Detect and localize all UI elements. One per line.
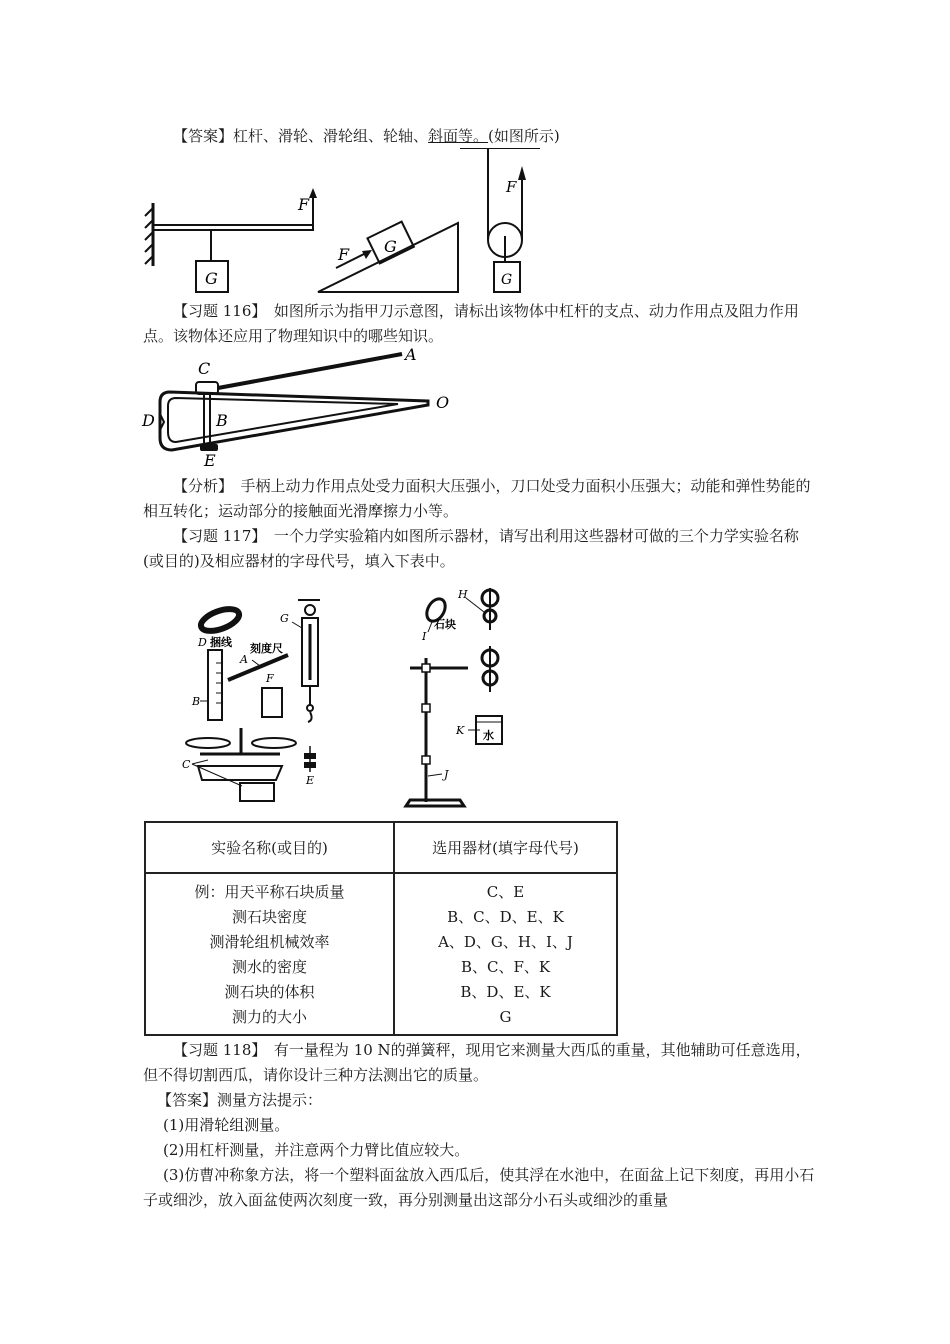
equip-label-k: K xyxy=(456,724,465,737)
figure-nail-clipper xyxy=(140,346,460,471)
table-row xyxy=(145,873,617,1035)
equip-label-i: I xyxy=(422,630,427,643)
equip-label-j: J xyxy=(444,768,449,781)
answer-118-item-3 xyxy=(143,1163,815,1213)
equipment-codes: B、D、E、K xyxy=(460,983,551,1001)
answer-text: 杠杆、滑轮、滑轮组、轮轴、 xyxy=(233,127,429,145)
clipper-label-o: O xyxy=(436,393,450,412)
experiment-names-cell xyxy=(145,873,394,1035)
header-equipment: 选用器材(填字母代号) xyxy=(394,822,617,873)
equip-label-h: H xyxy=(458,588,468,601)
problem-118 xyxy=(143,1038,815,1088)
pulley-force-label: F xyxy=(506,178,517,196)
incline-force-label: F xyxy=(338,245,350,264)
equip-label-a: A xyxy=(240,653,248,666)
answer-118-item: (2)用杠杆测量，并注意两个力臂比值应较大。 xyxy=(163,1141,470,1159)
experiment-name: 测石块的体积 xyxy=(224,983,315,1001)
analysis-text: 手柄上动力作用点处受力面积大压强小，刀口处受力面积小压强大；动能和弹性势能的相互转化；运动部分的接触面光滑摩擦力小等。 xyxy=(143,477,811,520)
incline-diagram xyxy=(318,222,458,292)
experiment-name: 测水的密度 xyxy=(231,958,307,976)
clipper-label-b: B xyxy=(216,411,228,430)
header-experiment-name: 实验名称(或目的) xyxy=(145,822,394,873)
pulley-diagram xyxy=(460,148,540,292)
experiment-name: 例：用天平称石块质量 xyxy=(194,883,345,901)
problem-116 xyxy=(143,299,815,349)
problem-116-label: 【习题 116】 xyxy=(173,302,259,320)
experiment-name: 测滑轮组机械效率 xyxy=(209,933,330,951)
answer-118-intro-line xyxy=(157,1088,815,1113)
equipment-codes-cell xyxy=(394,873,617,1035)
problem-118-text: 有一量程为 10 N的弹簧秤，现用它来测量大西瓜的重量，其他辅助可任意选用，但不得切割西瓜，请你设计三种方法测出它的质量。 xyxy=(143,1041,811,1084)
equipment-codes: A、D、G、H、I、J xyxy=(438,933,573,951)
equip-label-e: E xyxy=(306,774,315,787)
problem-116-text: 如图所示为指甲刀示意图，请标出该物体中杠杆的支点、动力作用点及阻力作用点。该物体还应用了物理知识中的哪些知识。 xyxy=(143,302,799,345)
problem-117-text: 一个力学实验箱内如图所示器材，请写出利用这些器材可做的三个力学实验名称(或目的)及相应器材的字母代号，填入下表中。 xyxy=(143,527,799,570)
equip-name-i: 石块 xyxy=(434,618,456,631)
incline-weight-label: G xyxy=(384,237,397,256)
clipper-label-c: C xyxy=(198,359,211,378)
answer-118-item: (3)仿曹冲称象方法，将一个塑料面盆放入西瓜后，使其浮在水池中，在面盆上记下刻度，再用小石子或细沙，放入面盆使两次刻度一致，再分别测量出这部分小石头或细沙的重量 xyxy=(143,1166,815,1209)
clipper-label-e: E xyxy=(204,451,216,470)
lever-diagram xyxy=(145,188,317,292)
answer-simple-machines xyxy=(143,124,815,149)
analysis-label: 【分析】 xyxy=(173,477,226,495)
experiment-table xyxy=(144,821,618,1036)
equip-label-f: F xyxy=(266,672,274,685)
problem-117 xyxy=(143,524,815,574)
figure-lab-equipment xyxy=(170,588,540,813)
answer-label: 【答案】 xyxy=(173,127,234,145)
answer-text-underlined: 斜面等。 xyxy=(428,127,489,145)
answer-118-label: 【答案】 xyxy=(157,1091,218,1109)
problem-117-label: 【习题 117】 xyxy=(173,527,259,545)
pulley-weight-label: G xyxy=(501,272,513,288)
answer-118 xyxy=(143,1088,815,1163)
equipment-codes: B、C、D、E、K xyxy=(447,908,564,926)
equip-name-k: 水 xyxy=(483,729,494,742)
answer-text-after: (如图所示) xyxy=(488,127,560,145)
equipment-codes: G xyxy=(499,1008,512,1026)
lever-force-label: F xyxy=(298,195,310,214)
experiment-name: 测石块密度 xyxy=(231,908,307,926)
lever-weight-label: G xyxy=(205,269,218,288)
equip-label-g: G xyxy=(280,612,289,625)
clipper-label-d: D xyxy=(142,411,155,430)
experiment-name: 测力的大小 xyxy=(231,1008,307,1026)
equip-name-d: 捆线 xyxy=(210,636,232,649)
clipper-label-a: A xyxy=(405,346,417,364)
figure-simple-machines xyxy=(140,148,560,300)
equip-label-b: B xyxy=(192,695,201,708)
table-header-row xyxy=(145,822,617,873)
problem-118-label: 【习题 118】 xyxy=(173,1041,259,1059)
equipment-codes: B、C、F、K xyxy=(460,958,551,976)
equipment-codes: C、E xyxy=(486,883,525,901)
equip-label-d: D xyxy=(198,636,207,649)
answer-118-intro: 测量方法提示： xyxy=(217,1091,323,1109)
equip-name-a: 刻度尺 xyxy=(250,642,283,655)
answer-118-item: (1)用滑轮组测量。 xyxy=(163,1116,290,1134)
equip-label-c: C xyxy=(182,758,191,771)
analysis-116 xyxy=(143,474,815,524)
